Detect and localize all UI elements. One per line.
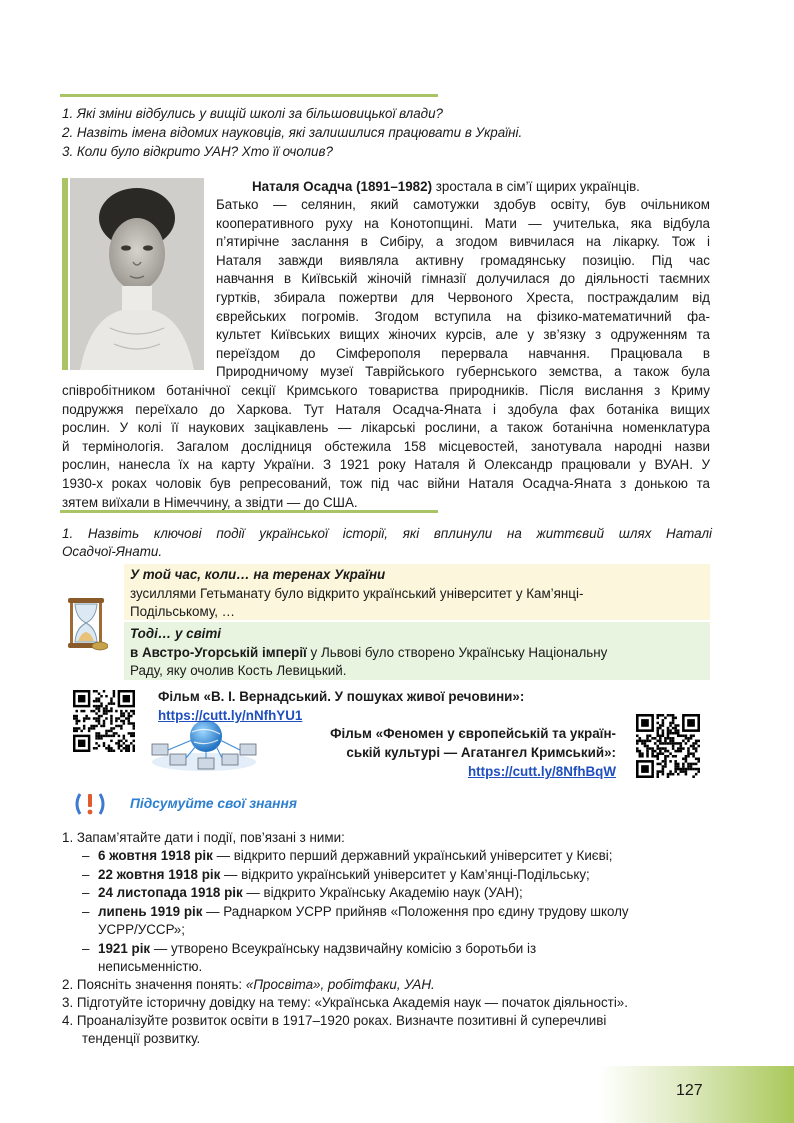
film-1-title — [158, 689, 524, 704]
bio-line: п’ятирічне заслання в Сибіру, а згодом вивчилася на лікарку. Тож і — [216, 234, 710, 250]
bio-first-line — [252, 178, 710, 197]
summary-date-item — [98, 903, 629, 922]
bio-line: подружжя переїхало до Харкова. Тут Наталя Осадча-Яната і здобула фах ботаніка вищих — [62, 401, 710, 417]
bio-line: зятем виїхали в Німеччину, а звідти — до США. — [62, 494, 358, 510]
summary-date-text: — відкрито український університет у Кам’янці-Подільську; — [220, 867, 590, 882]
portrait-accent-bar — [62, 178, 68, 370]
summary-item-2-prefix: 2. Поясніть значення понять: — [62, 977, 246, 992]
meanwhile-ukraine-line-2: Подільському, … — [130, 604, 236, 619]
summary-item-2 — [62, 976, 435, 995]
summary-item-4-line-1: 4. Проаналізуйте розвиток освіти в 1917–1920 роках. Визначте позитивні й суперечливі — [62, 1013, 607, 1028]
meanwhile-world-line-2: Раду, яку очолив Кость Левицький. — [130, 663, 347, 678]
list-dash: – — [82, 885, 90, 900]
film-1-link[interactable]: https://cutt.ly/nNfhYU1 — [158, 708, 303, 723]
meanwhile-world-title: Тоді… у світі — [130, 626, 222, 641]
bio-line: кооперативного руху на Конотопщині. Мати — учителька, яка відбула — [216, 215, 710, 231]
bio-line: рослин. У колі її наукових зацікавлень — лікарські рослини, а також ботанічна номенклатура — [62, 420, 710, 436]
bio-line: переїздом до Сімферополя перервала навчання. Працювала в — [216, 345, 710, 361]
page-number: 127 — [676, 1082, 703, 1099]
qr-code-right[interactable] — [636, 714, 700, 778]
summary-date-item — [98, 884, 523, 903]
summary-date-text: — відкрито Українську Академію наук (УАН); — [242, 885, 523, 900]
summary-item-1: 1. Запам’ятайте дати і події, пов’язані з ними: — [62, 830, 345, 845]
summary-date-4-cont: УСРР/УССР»; — [98, 922, 185, 937]
bio-line: рослин, нанесла їх на карту України. З 1921 року Наталя й Олександр працювали у ВУАН. У — [62, 457, 710, 473]
bio-line: Природничому музеї Таврійського губернського земства, а також була — [216, 364, 710, 380]
question-2: 2. Назвіть імена відомих науковців, які залишилися працювати в Україні. — [62, 125, 523, 140]
summary-date: 6 жовтня 1918 рік — [98, 848, 213, 863]
film-2-link[interactable]: https://cutt.ly/8NfhBqW — [467, 764, 616, 779]
summary-icon — [72, 786, 108, 822]
qr-code-left[interactable] — [72, 690, 136, 752]
bio-first-rest: зростала в сім’ї щирих українців. — [432, 179, 640, 194]
summary-item-2-terms: «Просвіта», робітфаки, УАН. — [245, 977, 435, 992]
bio-question-line-1: 1. Назвіть ключові події української історії, які вплинули на життєвий шлях Наталі — [62, 526, 712, 541]
portrait-photo — [70, 178, 204, 370]
summary-date-text: — відкрито перший державний український університет у Києві; — [212, 848, 613, 863]
film-2-title-line-2: ській культурі — Агатангел Кримський»: — [346, 745, 616, 760]
list-dash: – — [82, 904, 90, 919]
film-1-name: В. І. Вернадський. У пошуках живої речовини»: — [210, 689, 525, 704]
bio-line: співробітником ботанічної секції Кримського товариства природників. Після вислання з Криму — [62, 383, 710, 398]
bio-line: гуртків, збирала пожертви для Червоного Хреста, постраждалим від — [216, 290, 710, 305]
summary-date-5-cont: неписьменністю. — [98, 959, 203, 974]
question-3: 3. Коли було відкрито УАН? Хто її очолив? — [62, 144, 333, 159]
list-dash: – — [82, 867, 90, 882]
meanwhile-ukraine-title: У той час, коли… на теренах України — [130, 567, 386, 582]
meanwhile-world-text-1: у Львові було створено Українську Національну — [306, 645, 608, 660]
bio-line: й термінологія. Загалом дослідниця обстежила 158 місцевостей, занотувала народні назви — [62, 438, 710, 454]
film-1-prefix: Фільм « — [158, 689, 211, 704]
summary-date-item — [98, 847, 612, 866]
meanwhile-world-line-1 — [130, 645, 607, 660]
film-2-title-line-1: Фільм «Феномен у європейській та україн- — [330, 726, 616, 741]
meanwhile-ukraine-line-1: зусиллями Гетьманату було відкрито український університет у Кам’янці- — [130, 586, 584, 601]
meanwhile-world-bold: в Австро-Угорській імперії — [130, 645, 307, 660]
bio-question-line-2: Осадчої-Янати. — [62, 544, 163, 559]
summary-date: липень 1919 рік — [98, 904, 203, 919]
bio-name: Наталя Осадча (1891–1982) — [252, 179, 433, 194]
list-dash: – — [82, 848, 90, 863]
summary-date-text: — утворено Всеукраїнську надзвичайну комісію з боротьби із — [150, 941, 537, 956]
network-computers-icon — [146, 714, 262, 774]
summary-date: 24 листопада 1918 рік — [98, 885, 243, 900]
hourglass-icon — [64, 596, 108, 652]
bio-line: 1930-х роках чоловік був репресований, тож під час війни Наталя Осадча-Яната з донькою та — [62, 476, 710, 491]
summary-title: Підсумуйте свої знання — [130, 796, 297, 811]
summary-item-4-line-2: тенденції розвитку. — [82, 1031, 201, 1046]
question-1: 1. Які зміни відбулись у вищій школі за більшовицької влади? — [62, 106, 443, 121]
bio-line: Наталя завжди виявляла активну громадянську позицію. Під час — [216, 252, 710, 268]
summary-date-item — [98, 940, 536, 959]
summary-item-3: 3. Підготуйте історичну довідку на тему: «Українська Академія наук — початок діяльності». — [62, 995, 628, 1010]
summary-date: 22 жовтня 1918 рік — [98, 867, 221, 882]
bio-line: єврейських погромів. Згодом вступила на фізико-математичний фа- — [216, 308, 710, 324]
bio-line: Батько — селянин, який самотужки здобув освіту, був очільником — [216, 197, 710, 212]
top-rule — [60, 94, 438, 97]
summary-date-item — [98, 866, 590, 885]
list-dash: – — [82, 941, 90, 956]
summary-date-text: — Раднарком УСРР прийняв «Положення про єдину трудову школу — [202, 904, 629, 919]
middle-rule — [60, 510, 438, 513]
bio-line: навчання в Київській жіночій гімназії долучилася до діяльності таємних — [216, 271, 710, 287]
summary-date: 1921 рік — [98, 941, 151, 956]
bio-line: культет Київських вищих жіночих курсів, але у зв’язку з одруженням та — [216, 327, 710, 343]
